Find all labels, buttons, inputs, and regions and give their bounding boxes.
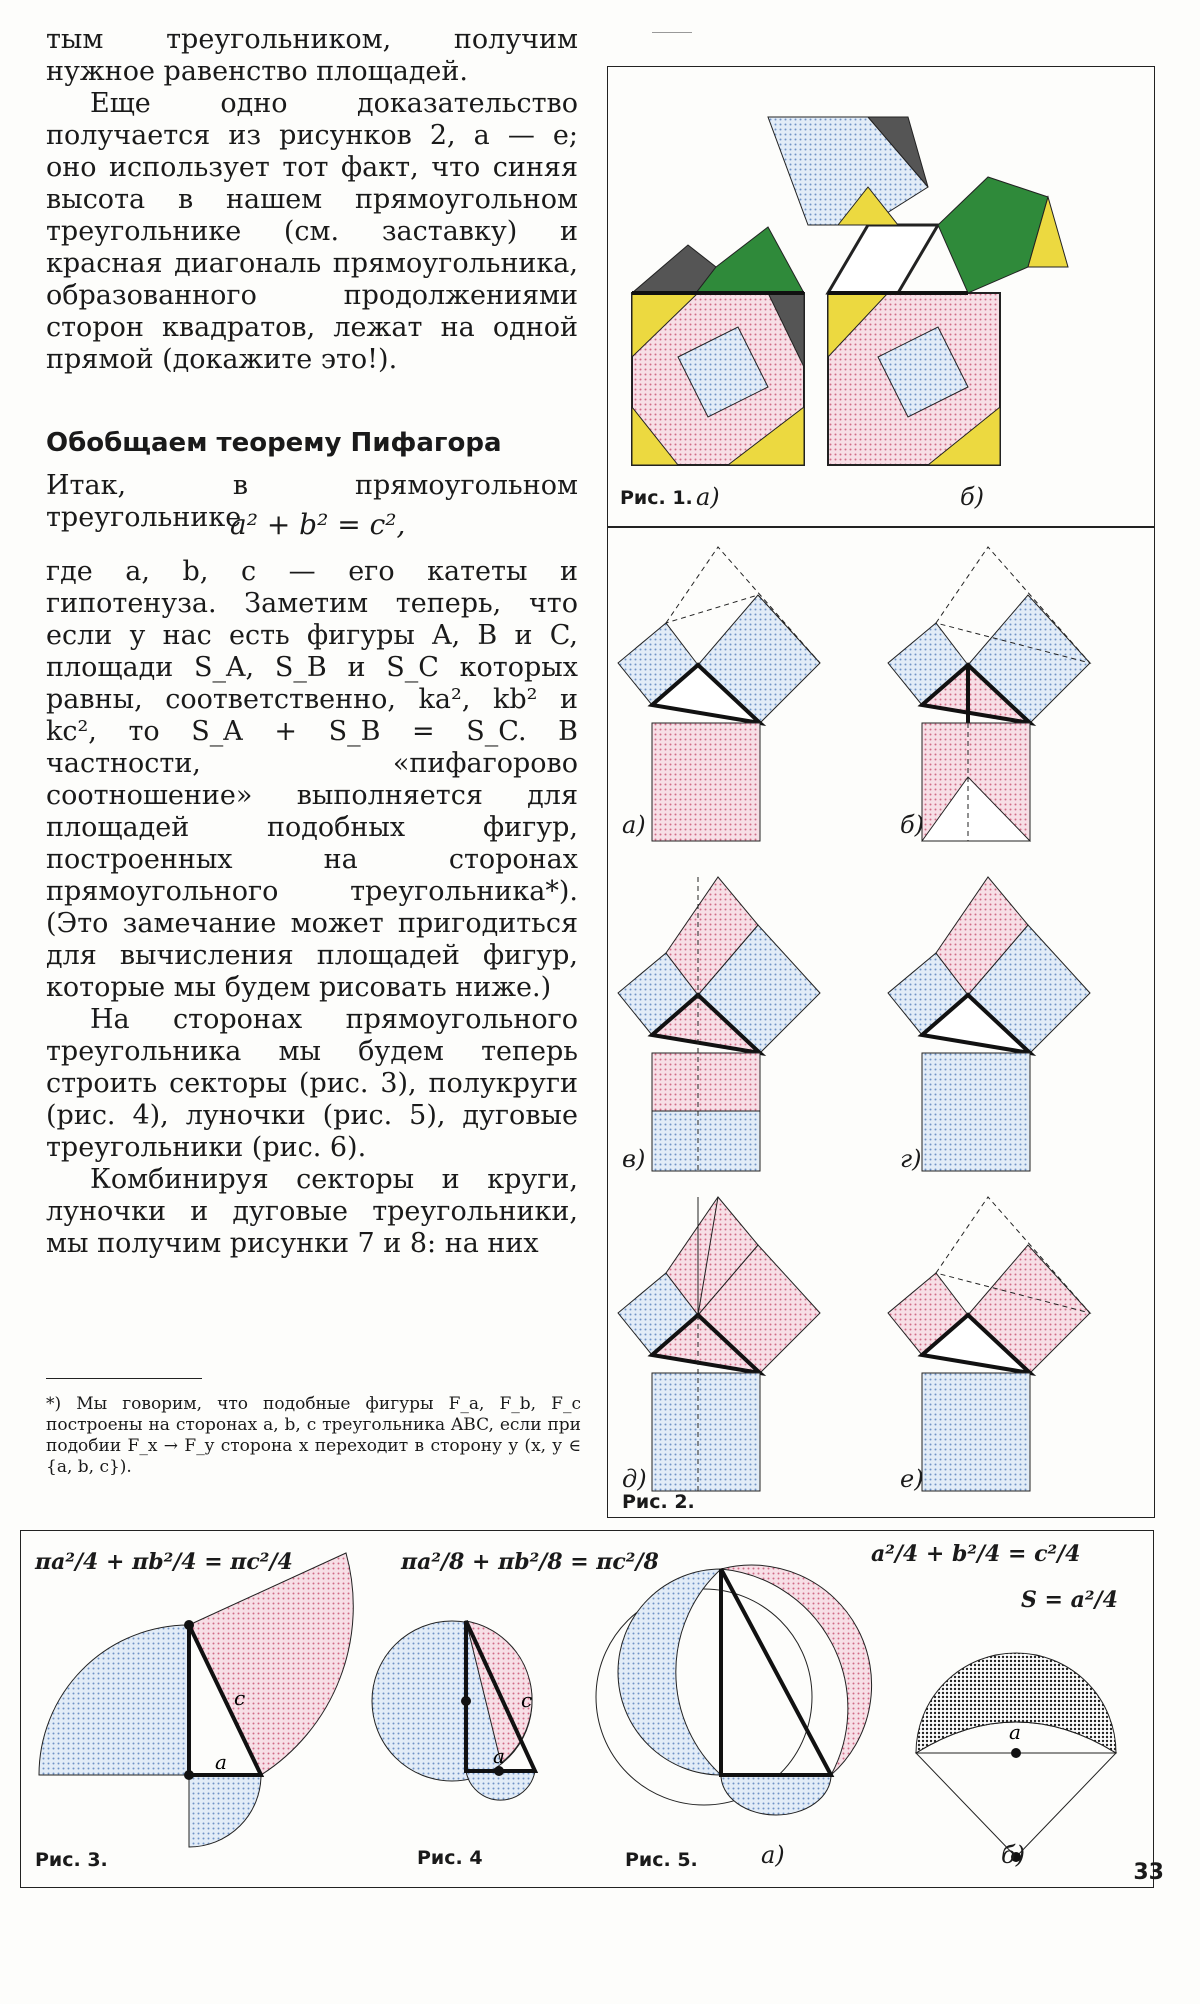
figure-3-formula: πa²/4 + πb²/4 = πc²/4	[35, 1549, 293, 1575]
figure-2a	[618, 547, 820, 841]
paragraph-3-text: Итак, в прямоугольном треугольнике	[46, 470, 578, 533]
footnote: *) Мы говорим, что подобные фигуры F_a, F_b, F_c построены на сторонах a, b, c треугольника ABC, если при подобии F_x → F_y сторона x переходит в сторону y (x, y ∈ {a, b, c}).	[46, 1394, 581, 1477]
figure-3-caption: Рис. 3.	[35, 1849, 108, 1871]
figure-2-label-g: г)	[900, 1145, 922, 1173]
figure-1	[608, 67, 1154, 527]
figure-4-caption: Рис. 4	[417, 1847, 483, 1869]
paragraph-2: Еще одно доказательство получается из рисунков 2, а — е; оно использует тот факт, что синяя высота в нашем прямоугольном треугольнике (см. заставку) и красная диагональ прямоугольника, образованного продолжениями сторон квадратов, лежат на одной прямой (докажите это!).	[46, 88, 578, 375]
paragraph-5: На сторонах прямоугольного треугольника мы будем теперь строить секторы (рис. 3), полукруги (рис. 4), луночки (рис. 5), дуговые треугольники (рис. 6).	[46, 1004, 578, 1163]
text-column-body	[46, 556, 578, 1260]
top-mark	[652, 32, 692, 33]
figure-3	[39, 1553, 353, 1847]
figure-1-frame	[607, 66, 1155, 528]
figure-2-label-v: в)	[622, 1145, 646, 1173]
section-title: Обобщаем теорему Пифагора	[46, 428, 502, 458]
figure-1b	[768, 117, 1068, 465]
figure-2	[608, 527, 1154, 1517]
figure-2b	[888, 547, 1090, 841]
figures-3-5-frame	[20, 1530, 1154, 1888]
figure-5b	[916, 1653, 1116, 1862]
figure-2-label-b: б)	[900, 811, 925, 839]
figure-2g	[888, 877, 1090, 1171]
figure-1a	[632, 227, 804, 465]
figure-4-formula: πa²/8 + πb²/8 = πc²/8	[401, 1549, 659, 1575]
text-column-top	[46, 24, 578, 376]
figure-5-label-a: а)	[761, 1841, 785, 1869]
paragraph-1: тым треугольником, получим нужное равенство площадей.	[46, 24, 578, 87]
figure-2e	[888, 1197, 1090, 1491]
figure-1-label-a: а)	[696, 483, 720, 511]
page-number: 33	[1133, 1860, 1164, 1885]
figure-4	[372, 1621, 535, 1800]
figure-2-caption: Рис. 2.	[622, 1491, 695, 1513]
figure-1-caption: Рис. 1.	[620, 487, 693, 509]
figure-5a	[596, 1565, 872, 1815]
figure-2-frame	[607, 526, 1155, 1518]
figure-2d	[618, 1197, 820, 1491]
figure-2v	[618, 877, 820, 1171]
fig3-label-c: c	[234, 1686, 246, 1710]
figure-5-caption: Рис. 5.	[625, 1849, 698, 1871]
fig4-label-c: c	[521, 1688, 533, 1712]
figure-2-label-d: д)	[622, 1465, 647, 1493]
fig4-label-a: a	[493, 1744, 505, 1768]
fig5-point-label: a	[1009, 1720, 1021, 1744]
figure-2-label-e: е)	[900, 1465, 924, 1493]
paragraph-6: Комбинируя секторы и круги, луночки и дуговые треугольники, мы получим рисунки 7 и 8: на них	[46, 1164, 578, 1259]
pythagoras-formula: a² + b² = c²,	[230, 508, 406, 541]
figures-3-5	[21, 1531, 1153, 1887]
paragraph-4: где a, b, c — его катеты и гипотенуза. Заметим теперь, что если у нас есть фигуры A, B и C, площади S_A, S_B и S_C которых равны, соответственно, ka², kb² и kc², то S_A + S_B = S_C. В частности, «пифагорово соотношение» выполняется для площадей подобных фигур, построенных на сторонах прямоугольного треугольника*). (Это замечание может пригодиться для вычисления площадей фигур, которые мы будем рисовать ниже.)	[46, 556, 578, 1003]
footnote-rule	[46, 1378, 202, 1379]
figure-5-formula: a²/4 + b²/4 = c²/4	[871, 1541, 1081, 1567]
figure-1-label-b: б)	[960, 483, 985, 511]
figure-2-label-a: а)	[622, 811, 646, 839]
fig3-label-a: a	[215, 1750, 227, 1774]
figure-5-label-b: б)	[1001, 1841, 1026, 1869]
figure-5-area: S = a²/4	[1021, 1587, 1118, 1613]
